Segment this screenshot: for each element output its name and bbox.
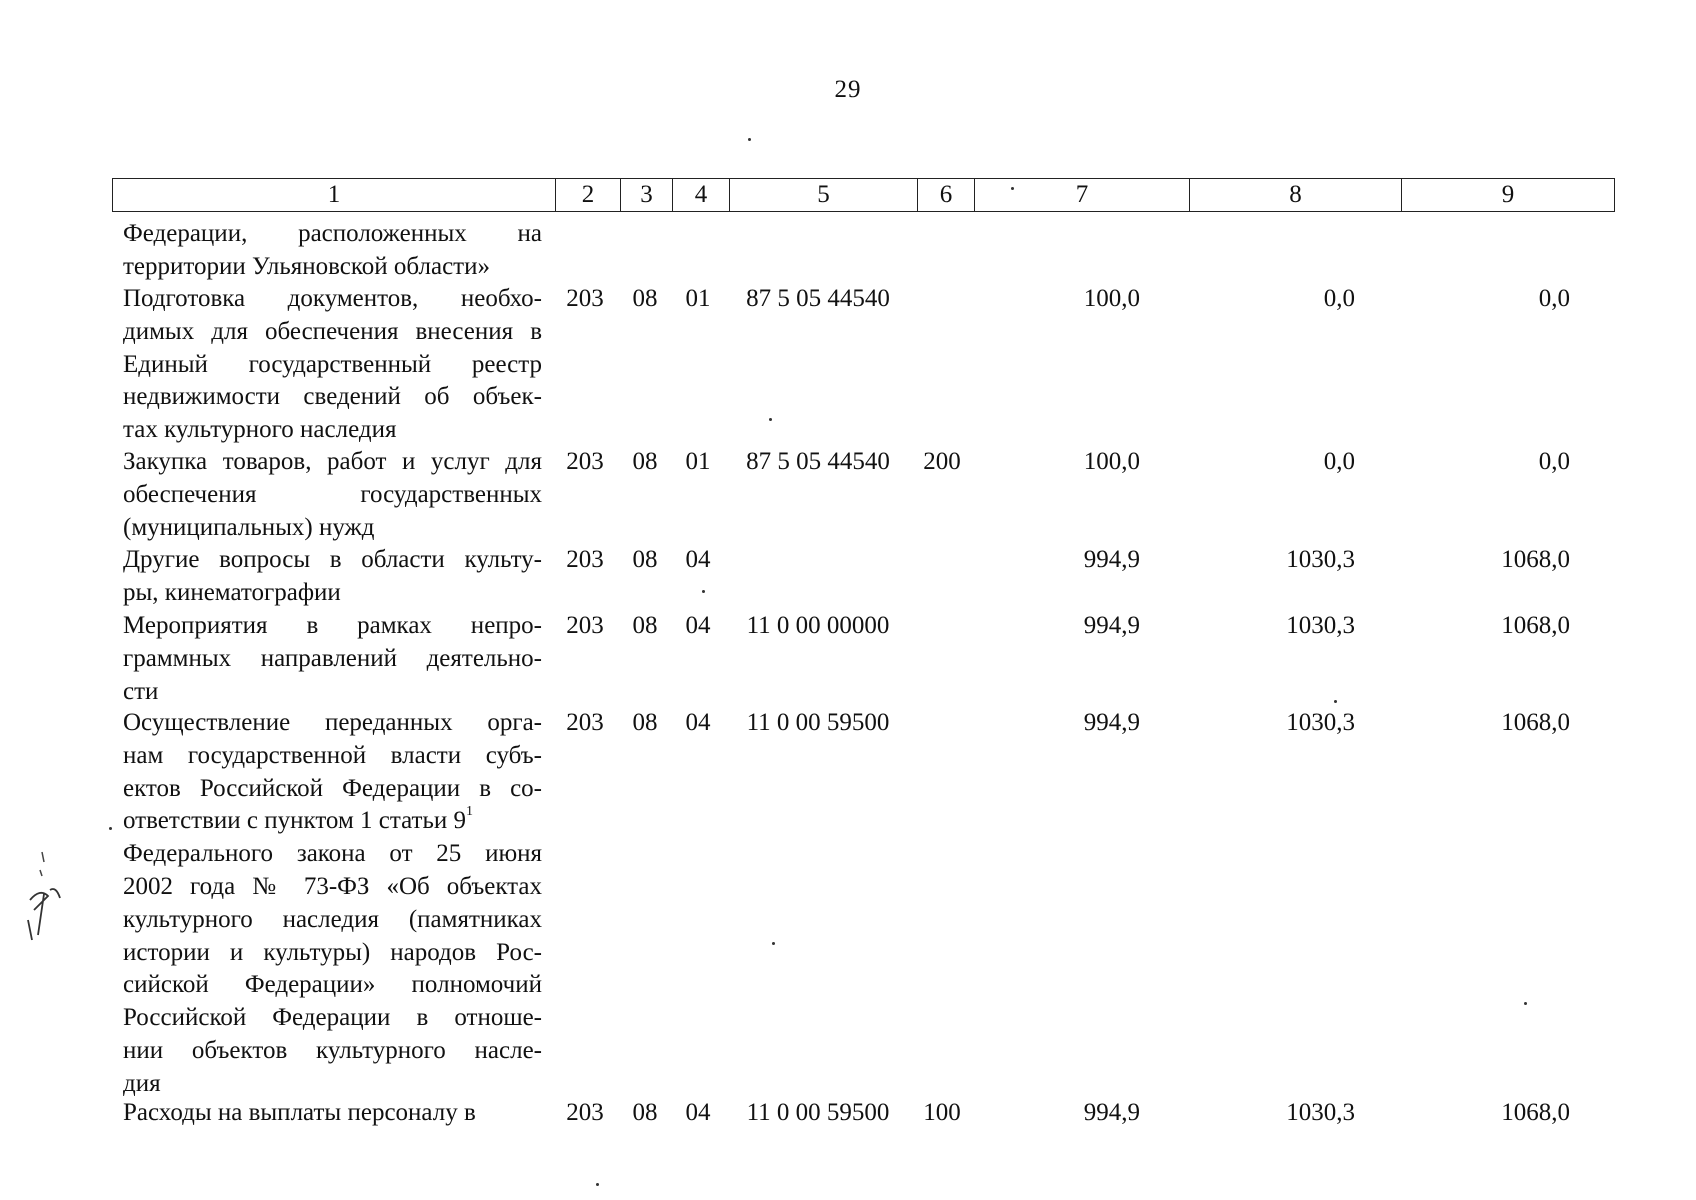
row-description <box>123 283 542 447</box>
handwritten-mark-icon <box>20 840 70 950</box>
scan-speck <box>596 1183 599 1186</box>
scan-speck <box>748 138 751 141</box>
table-row <box>0 283 1696 447</box>
description-line: Расходы на выплаты персоналу в <box>123 1099 476 1126</box>
description-line: нии объектов культурного насле- <box>123 1036 542 1064</box>
cell-col-4: 04 <box>685 709 711 736</box>
description-line: нам государственной власти субъ- <box>123 741 542 769</box>
cell-col-3: 08 <box>632 285 658 312</box>
cell-col-5: 11 0 00 00000 <box>746 612 890 639</box>
table-row <box>0 218 1696 284</box>
column-header-table <box>112 178 1615 212</box>
table-row <box>0 1097 1696 1130</box>
cell-col-9: 0,0 <box>1538 448 1570 475</box>
cell-col-5: 11 0 00 59500 <box>746 1099 890 1126</box>
row-description <box>123 707 542 1101</box>
description-line: граммных направлений деятельно- <box>123 644 542 672</box>
cell-col-4: 04 <box>685 546 711 573</box>
description-line: Другие вопросы в области культу- <box>123 546 542 573</box>
table-row <box>0 544 1696 610</box>
cell-col-3: 08 <box>632 448 658 475</box>
cell-col-9: 1068,0 <box>1501 546 1570 573</box>
cell-col-3: 08 <box>632 612 658 639</box>
row-description <box>123 544 542 610</box>
page-number: 29 <box>834 76 862 103</box>
cell-col-5: 11 0 00 59500 <box>746 709 890 736</box>
description-line: недвижимости сведений об объек- <box>123 383 542 411</box>
cell-col-3: 08 <box>632 1099 658 1126</box>
cell-col-2: 203 <box>566 546 604 573</box>
cell-col-7: 994,9 <box>1083 546 1140 573</box>
description-line: истории и культуры) народов Рос- <box>123 938 542 966</box>
column-header-row <box>113 179 1615 212</box>
cell-col-8: 1030,3 <box>1286 1099 1355 1126</box>
description-line: сийской Федерации» полномочий <box>123 971 542 999</box>
description-line: Закупка товаров, работ и услуг для <box>123 448 542 475</box>
cell-col-2: 203 <box>566 285 604 312</box>
cell-col-8: 0,0 <box>1323 285 1355 312</box>
description-line: Мероприятия в рамках непро- <box>123 612 542 639</box>
column-header: 8 <box>1190 179 1402 212</box>
description-line: Единый государственный реестр <box>123 350 542 378</box>
column-header: 5 <box>730 179 918 212</box>
cell-col-9: 1068,0 <box>1501 1099 1570 1126</box>
cell-col-4: 01 <box>685 448 711 475</box>
column-header: 7 <box>975 179 1190 212</box>
cell-col-8: 1030,3 <box>1286 709 1355 736</box>
cell-col-2: 203 <box>566 448 604 475</box>
cell-col-5: 87 5 05 44540 <box>746 448 890 475</box>
description-line: ответствии с пунктом 1 статьи $9^1$ <box>123 804 474 835</box>
cell-col-9: 1068,0 <box>1501 612 1570 639</box>
cell-col-7: 994,9 <box>1083 709 1140 736</box>
description-line: тах культурного наследия <box>123 416 397 444</box>
description-line: Федерации, расположенных на <box>123 220 542 247</box>
scan-speck <box>1011 187 1014 190</box>
cell-col-4: 04 <box>685 612 711 639</box>
row-description <box>123 446 542 544</box>
cell-col-8: 1030,3 <box>1286 546 1355 573</box>
description-line: Федерального закона от 25 июня <box>123 840 542 868</box>
scan-speck <box>109 827 112 830</box>
cell-col-9: 1068,0 <box>1501 709 1570 736</box>
scan-speck <box>769 418 772 421</box>
scan-speck <box>1334 700 1337 703</box>
description-line: димых для обеспечения внесения в <box>123 317 542 345</box>
description-line: дия <box>123 1069 161 1097</box>
description-line: культурного наследия (памятниках <box>123 905 542 933</box>
column-header: 4 <box>673 179 730 212</box>
cell-col-7: 994,9 <box>1083 612 1140 639</box>
row-description <box>123 1097 542 1130</box>
description-line: обеспечения государственных <box>123 480 542 508</box>
cell-col-8: 1030,3 <box>1286 612 1355 639</box>
column-header: 3 <box>621 179 673 212</box>
table-row <box>0 707 1696 1101</box>
cell-col-8: 0,0 <box>1323 448 1355 475</box>
column-header: 6 <box>918 179 975 212</box>
description-line: территории Ульяновской области» <box>123 252 490 280</box>
scan-speck <box>1524 1002 1527 1005</box>
table-row <box>0 610 1696 708</box>
cell-col-5: 87 5 05 44540 <box>746 285 890 312</box>
column-header: 2 <box>556 179 621 212</box>
cell-col-4: 01 <box>685 285 711 312</box>
description-line: (муниципальных) нужд <box>123 513 375 541</box>
cell-col-3: 08 <box>632 709 658 736</box>
cell-col-7: 100,0 <box>1083 285 1140 312</box>
description-line: 2002 года № 73-ФЗ «Об объектах <box>123 872 542 900</box>
cell-col-2: 203 <box>566 709 604 736</box>
description-line: Подготовка документов, необхо- <box>123 285 542 312</box>
row-description <box>123 218 542 284</box>
cell-col-2: 203 <box>566 1099 604 1126</box>
description-line: Российской Федерации в отноше- <box>123 1004 542 1032</box>
superscript: 1 <box>466 804 474 820</box>
description-line: сти <box>123 677 159 705</box>
cell-col-6: 200 <box>923 448 961 475</box>
cell-col-9: 0,0 <box>1538 285 1570 312</box>
cell-col-3: 08 <box>632 546 658 573</box>
cell-col-7: 100,0 <box>1083 448 1140 475</box>
column-header: 9 <box>1402 179 1615 212</box>
scan-speck <box>702 590 705 593</box>
description-line: ектов Российской Федерации в со- <box>123 774 542 802</box>
cell-col-7: 994,9 <box>1083 1099 1140 1126</box>
description-line: ры, кинематографии <box>123 578 341 606</box>
row-description <box>123 610 542 708</box>
column-header: 1 <box>113 179 556 212</box>
scan-speck <box>772 942 775 945</box>
cell-col-4: 04 <box>685 1099 711 1126</box>
cell-col-2: 203 <box>566 612 604 639</box>
cell-col-6: 100 <box>923 1099 961 1126</box>
table-row <box>0 446 1696 544</box>
description-line: Осуществление переданных орга- <box>123 709 542 736</box>
